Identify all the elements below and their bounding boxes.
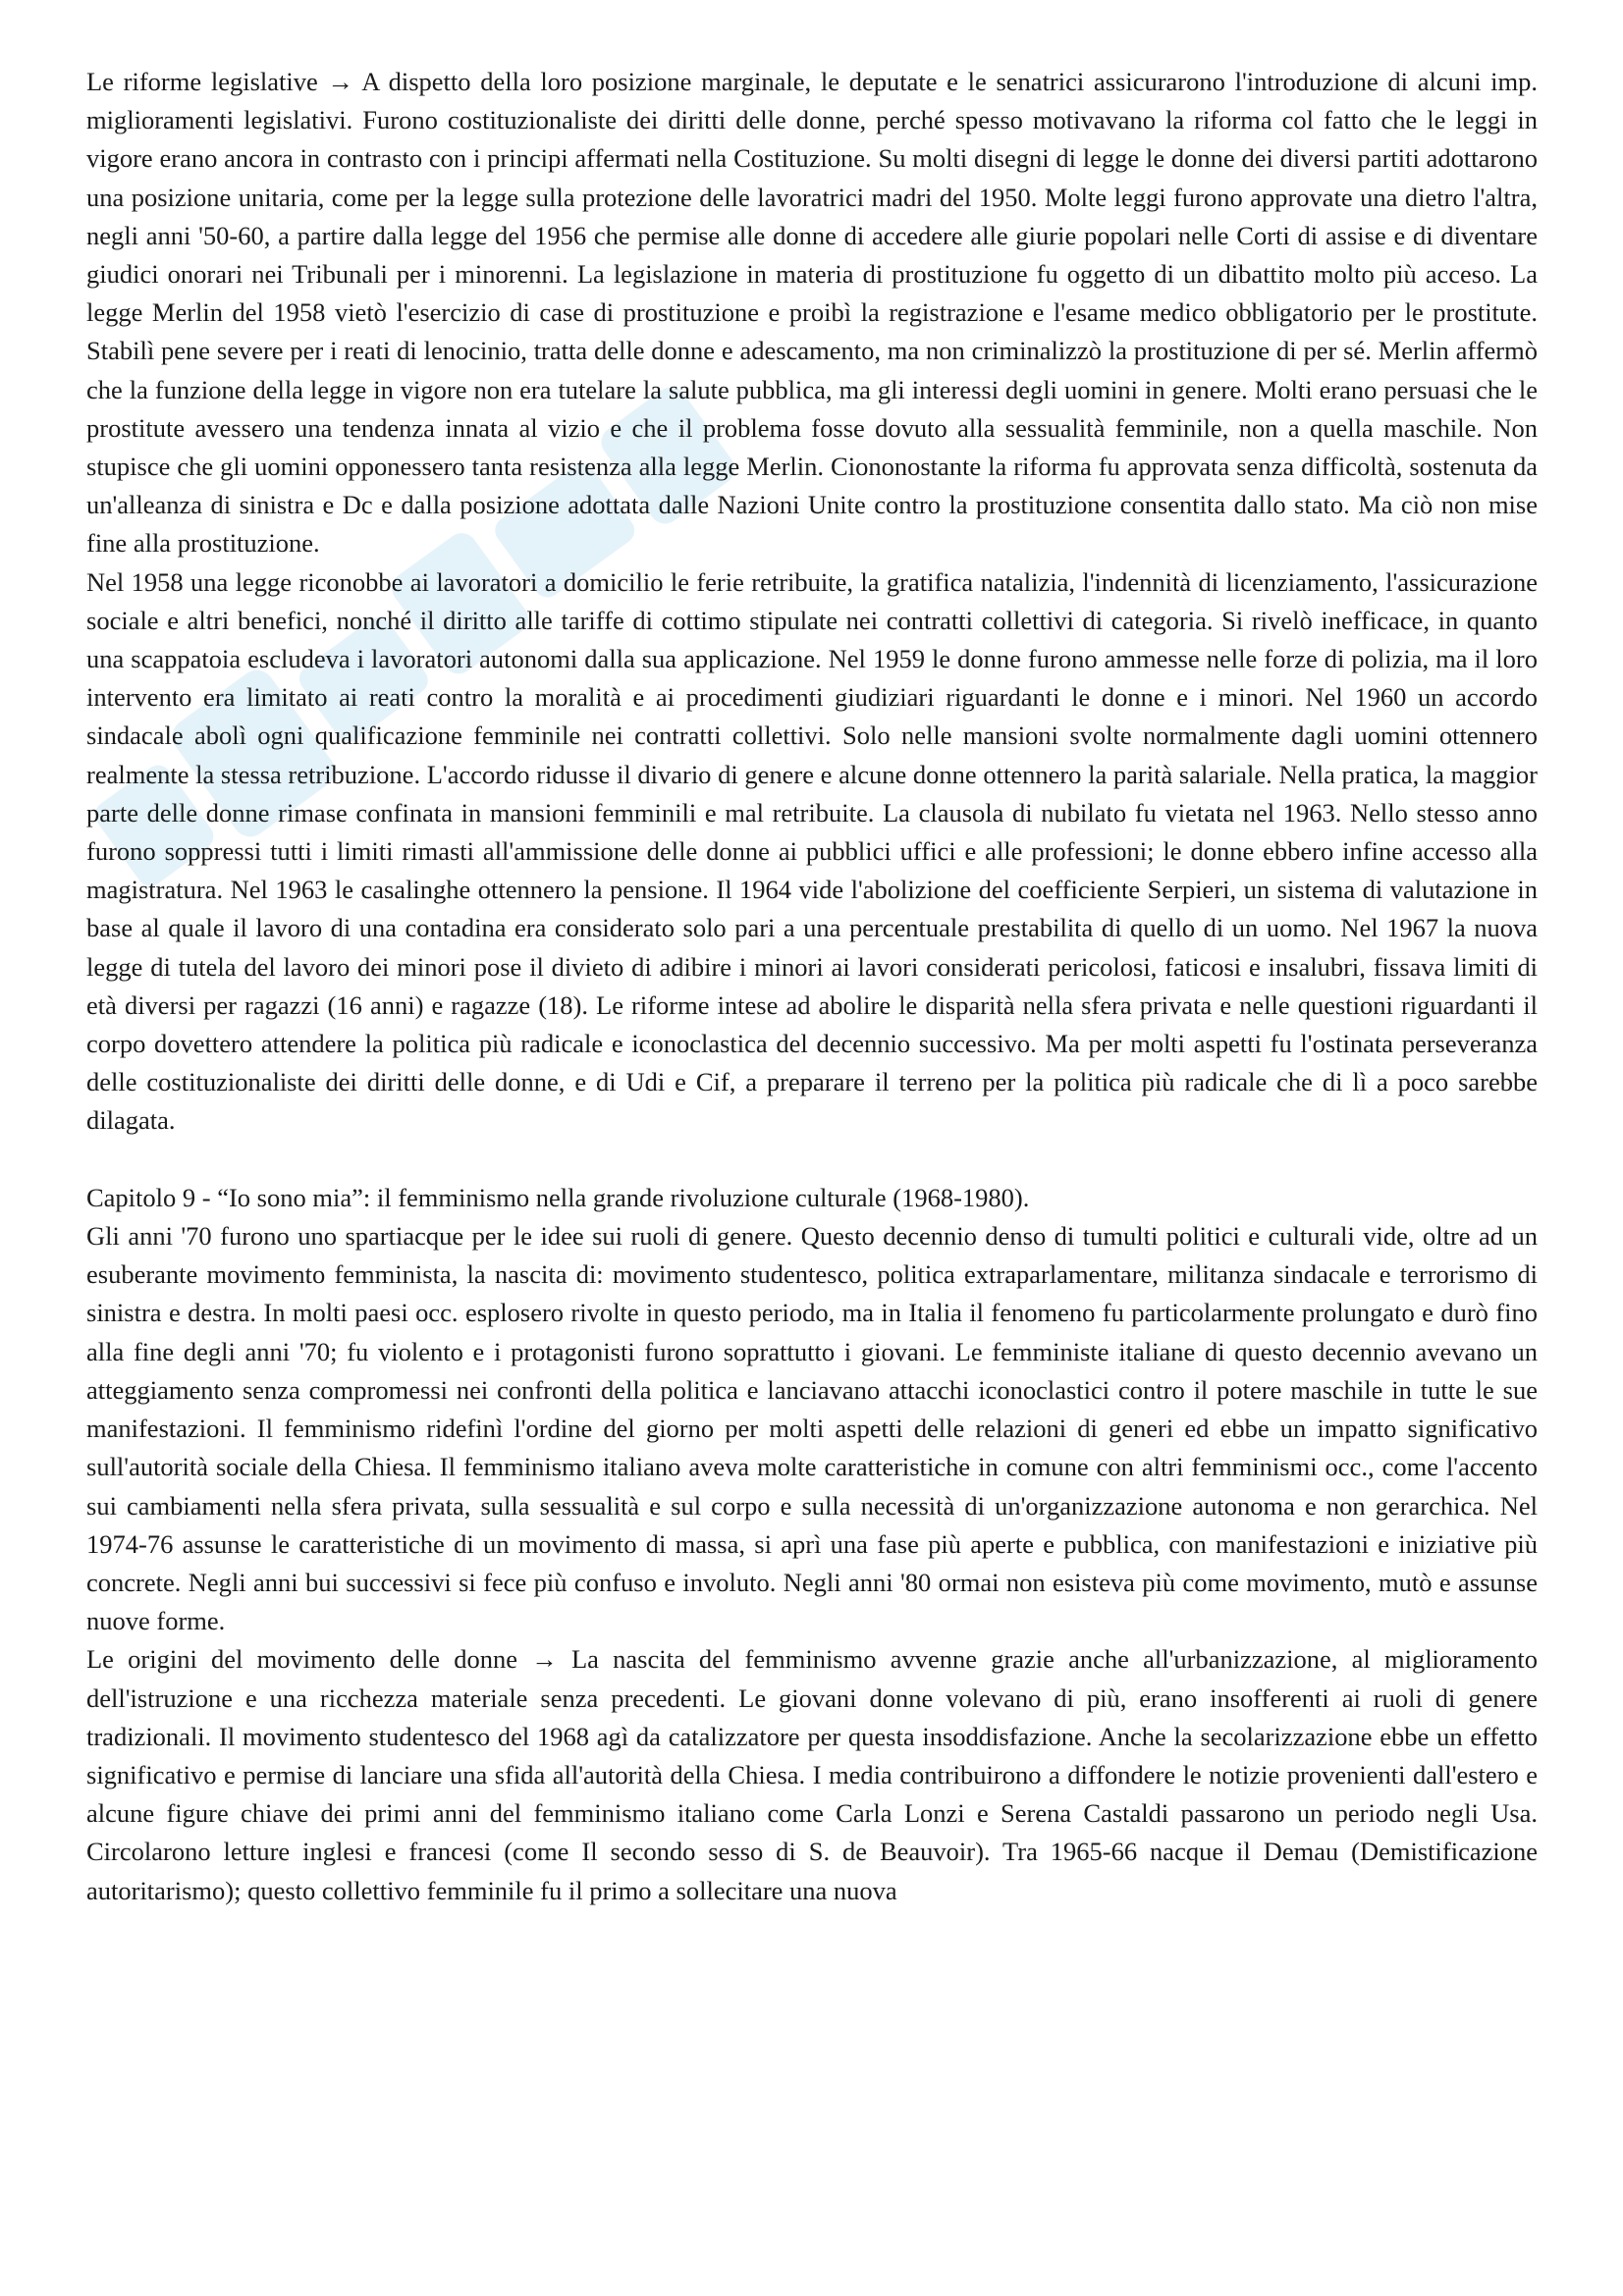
paragraph-legge-1958: Nel 1958 una legge riconobbe ai lavoratori a domicilio le ferie retribuite, la gratifica natalizia, l'indennità di licenziamento, l'assicurazione sociale e altri benefici, nonché il diritto alle tariffe di cottimo stipulate nei contratti collettivi di categoria. Si rivelò inefficace, in quanto una scappatoia escludeva i lavoratori autonomi dalla sua applicazione. Nel 1959 le donne furono ammesse nelle forze di polizia, ma il loro intervento era limitato ai reati contro la moralità e ai procedimenti giudiziari riguardanti le donne e i minori. Nel 1960 un accordo sindacale abolì ogni qualificazione femminile nei contratti collettivi. Solo nelle mansioni svolte normalmente dagli uomini ottennero realmente la stessa retribuzione. L'accordo ridusse il divario di genere e alcune donne ottennero la parità salariale. Nella pratica, la maggior parte delle donne rimase confinata in mansioni femminili e mal retribuite. La clausola di nubilato fu vietata nel 1963. Nello stesso anno furono soppressi tutti i limiti rimasti all'ammissione delle donne ai pubblici uffici e alle professioni; le donne ebbero infine accesso alla magistratura. Nel 1963 le casalinghe ottennero la pensione. Il 1964 vide l'abolizione del coefficiente Serpieri, un sistema di valutazione in base al quale il lavoro di una contadina era considerato solo pari a una percentuale prestabilita di quello di un uomo. Nel 1967 la nuova legge di tutela del lavoro dei minori pose il divieto di adibire i minori ai lavori considerati pericolosi, faticosi e insalubri, fissava limiti di età diversi per ragazzi (16 anni) e ragazze (18). Le riforme intese ad abolire le disparità nella sfera privata e nelle questioni riguardanti il corpo dovettero attendere la politica più radicale e iconoclastica del decennio successivo. Ma per molti aspetti fu l'ostinata perseveranza delle costituzionaliste dei diritti delle donne, e di Udi e Cif, a preparare il terreno per la politica più radicale che di lì a poco sarebbe dilagata.: [86, 566, 1538, 1136]
paragraph-anni-70: Gli anni '70 furono uno spartiacque per le idee sui ruoli di genere. Questo decennio denso di tumulti politici e culturali vide, oltre ad un esuberante movimento femminista, la nascita di: movimento studentesco, politica extraparlamentare, militanza sindacale e terrorismo di sinistra e destra. In molti paesi occ. esplosero rivolte in questo periodo, ma in Italia il fenomeno fu particolarmente prolungato e durò fino alla fine degli anni '70; fu violento e i protagonisti furono soprattutto i giovani. Le femministe italiane di questo decennio avevano un atteggiamento senza compromessi nei confronti della politica e lanciavano attacchi iconoclastici contro il potere maschile in tutte le sue manifestazioni. Il femminismo ridefinì l'ordine del giorno per molti aspetti delle relazioni di generi ed ebbe un impatto significativo sull'autorità sociale della Chiesa. Il femminismo italiano aveva molte caratteristiche in comune con altri femminismi occ., come l'accento sui cambiamenti nella sfera privata, sulla sessualità e sul corpo e sulla necessità di un'organizzazione autonoma e non gerarchica. Nel 1974-76 assunse le caratteristiche di un movimento di massa, si aprì una fase più aperte e pubblica, con manifestazioni e iniziative più concrete. Negli anni bui successivi si fece più confuso e involuto. Negli anni '80 ormai non esisteva più come movimento, mutò e assunse nuove forme.: [86, 1221, 1538, 1636]
document-body: [86, 63, 1538, 1910]
paragraph-origini-movimento: Le origini del movimento delle donne → La nascita del femminismo avvenne grazie anche all'urbanizzazione, al miglioramento dell'istruzione e una ricchezza materiale senza precedenti. Le giovani donne volevano di più, erano insofferenti ai ruoli di genere tradizionali. Il movimento studentesco del 1968 agì da catalizzatore per questa insoddisfazione. Anche la secolarizzazione ebbe un effetto significativo e permise di lanciare una sfida all'autorità della Chiesa. I media contribuirono a diffondere le notizie provenienti dall'estero e alcune figure chiave dei primi anni del femminismo italiano come Carla Lonzi e Serena Castaldi passarono un periodo negli Usa. Circolarono letture inglesi e francesi (come Il secondo sesso di S. de Beauvoir). Tra 1965-66 nacque il Demau (Demistificazione autoritarismo); questo collettivo femminile fu il primo a sollecitare una nuova: [86, 1644, 1538, 1905]
paragraph-riforme-legislative: Le riforme legislative → A dispetto della loro posizione marginale, le deputate e le senatrici assicurarono l'introduzione di alcuni imp. miglioramenti legislativi. Furono costituzionaliste dei diritti delle donne, perché spesso motivavano la riforma col fatto che le leggi in vigore erano ancora in contrasto con i principi affermati nella Costituzione. Su molti disegni di legge le donne dei diversi partiti adottarono una posizione unitaria, come per la legge sulla protezione delle lavoratrici madri del 1950. Molte leggi furono approvate una dietro l'altra, negli anni '50-60, a partire dalla legge del 1956 che permise alle donne di accedere alle giurie popolari nelle Corti di assise e di diventare giudici onorari nei Tribunali per i minorenni. La legislazione in materia di prostituzione fu oggetto di un dibattito molto più acceso. La legge Merlin del 1958 vietò l'esercizio di case di prostituzione e proibì la registrazione e l'esame medico obbligatorio per le prostitute. Stabilì pene severe per i reati di lenocinio, tratta delle donne e adescamento, ma non criminalizzò la prostituzione di per sé. Merlin affermò che la funzione della legge in vigore non era tutelare la salute pubblica, ma gli interessi degli uomini in genere. Molti erano persuasi che le prostitute avessero una tendenza innata al vizio e che il problema fosse dovuto alla sessualità femminile, non a quella maschile. Non stupisce che gli uomini opponessero tanta resistenza alla legge Merlin. Ciononostante la riforma fu approvata senza difficoltà, sostenuta da un'alleanza di sinistra e Dc e dalla posizione adottata dalle Nazioni Unite contro la prostituzione consentita dallo stato. Ma ciò non mise fine alla prostituzione.: [86, 67, 1538, 559]
blank-line: [86, 1141, 1538, 1179]
chapter-heading: Capitolo 9 - “Io sono mia”: il femminismo nella grande rivoluzione culturale (1968-1980).: [86, 1182, 1030, 1212]
